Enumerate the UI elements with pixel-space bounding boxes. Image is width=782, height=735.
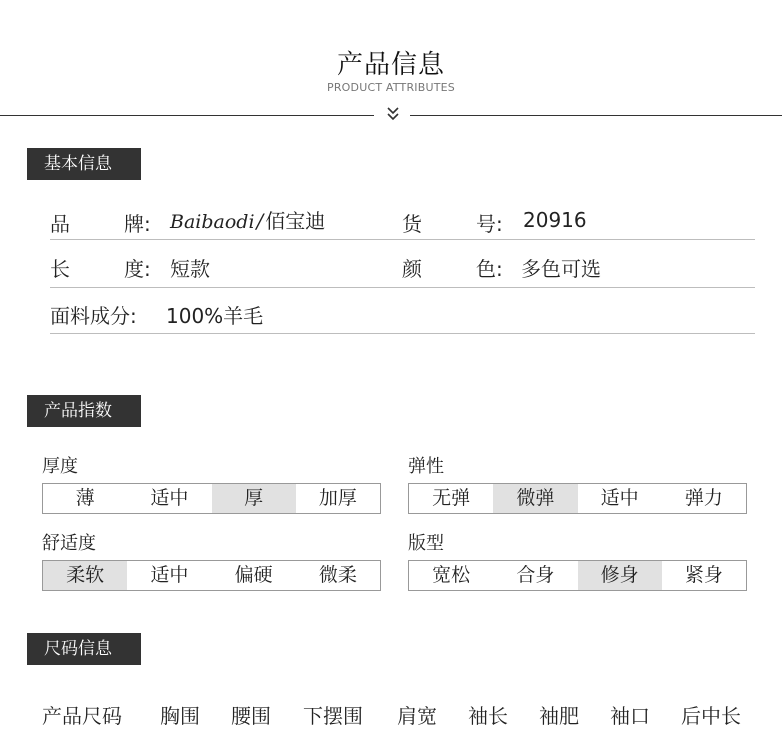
section-tag-product-index: 产品指数 bbox=[27, 395, 141, 427]
brand-cn: 佰宝迪 bbox=[265, 209, 326, 233]
index-scale-comfort bbox=[42, 560, 381, 591]
item-no-label: 货 号: bbox=[402, 212, 503, 236]
header-divider-right bbox=[410, 115, 782, 116]
index-option: 加厚 bbox=[318, 487, 357, 509]
index-option-selected: 厚 bbox=[212, 484, 296, 513]
size-col-header: 肩宽 bbox=[397, 704, 437, 728]
index-option: 适中 bbox=[150, 564, 189, 586]
size-col-header: 胸围 bbox=[160, 704, 200, 728]
index-label-elasticity: 弹性 bbox=[408, 456, 444, 477]
index-option: 合身 bbox=[516, 564, 555, 586]
row-divider bbox=[50, 333, 755, 334]
index-scale-elasticity bbox=[408, 483, 747, 514]
row-divider bbox=[50, 287, 755, 288]
index-option-selected: 微弹 bbox=[493, 484, 577, 513]
page-subtitle: PRODUCT ATTRIBUTES bbox=[326, 81, 455, 94]
material-label: 面料成分: bbox=[50, 304, 137, 328]
index-option: 弹力 bbox=[684, 487, 723, 509]
index-scale-fit bbox=[408, 560, 747, 591]
index-option: 紧身 bbox=[684, 564, 723, 586]
color-value: 多色可选 bbox=[521, 257, 601, 281]
item-no-value: 20916 bbox=[523, 208, 587, 232]
index-option: 偏硬 bbox=[234, 564, 273, 586]
size-col-header: 腰围 bbox=[231, 704, 271, 728]
size-col-header: 袖长 bbox=[468, 704, 508, 728]
length-label: 长 度: bbox=[50, 257, 151, 281]
size-col-header: 袖口 bbox=[610, 704, 650, 728]
length-value: 短款 bbox=[170, 257, 210, 281]
size-col-header: 产品尺码 bbox=[42, 704, 122, 728]
index-option: 薄 bbox=[75, 487, 95, 509]
brand-logo: Baibaodi bbox=[170, 211, 255, 233]
row-divider bbox=[50, 239, 755, 240]
index-option: 无弹 bbox=[432, 487, 471, 509]
size-col-header: 后中长 bbox=[681, 704, 741, 728]
size-col-header: 袖肥 bbox=[539, 704, 579, 728]
index-option: 微柔 bbox=[318, 564, 357, 586]
page-title: 产品信息 bbox=[336, 50, 445, 80]
index-scale-thickness bbox=[42, 483, 381, 514]
index-option-selected: 柔软 bbox=[43, 561, 127, 590]
material-value: 100%羊毛 bbox=[166, 304, 264, 328]
section-tag-size-info: 尺码信息 bbox=[27, 633, 141, 665]
section-tag-basic-info: 基本信息 bbox=[27, 148, 141, 180]
color-label: 颜 色: bbox=[402, 257, 503, 281]
brand-logo-slash: / bbox=[256, 209, 264, 233]
index-option: 适中 bbox=[150, 487, 189, 509]
index-option: 宽松 bbox=[432, 564, 471, 586]
index-label-comfort: 舒适度 bbox=[42, 533, 96, 554]
index-option-selected: 修身 bbox=[578, 561, 662, 590]
index-label-fit: 版型 bbox=[408, 533, 444, 554]
double-chevron-down-icon bbox=[384, 104, 402, 126]
index-label-thickness: 厚度 bbox=[42, 456, 78, 477]
header-divider-left bbox=[0, 115, 374, 116]
size-col-header: 下摆围 bbox=[303, 704, 363, 728]
brand-value bbox=[170, 205, 325, 234]
brand-label: 品 牌: bbox=[50, 212, 151, 236]
index-option: 适中 bbox=[600, 487, 639, 509]
